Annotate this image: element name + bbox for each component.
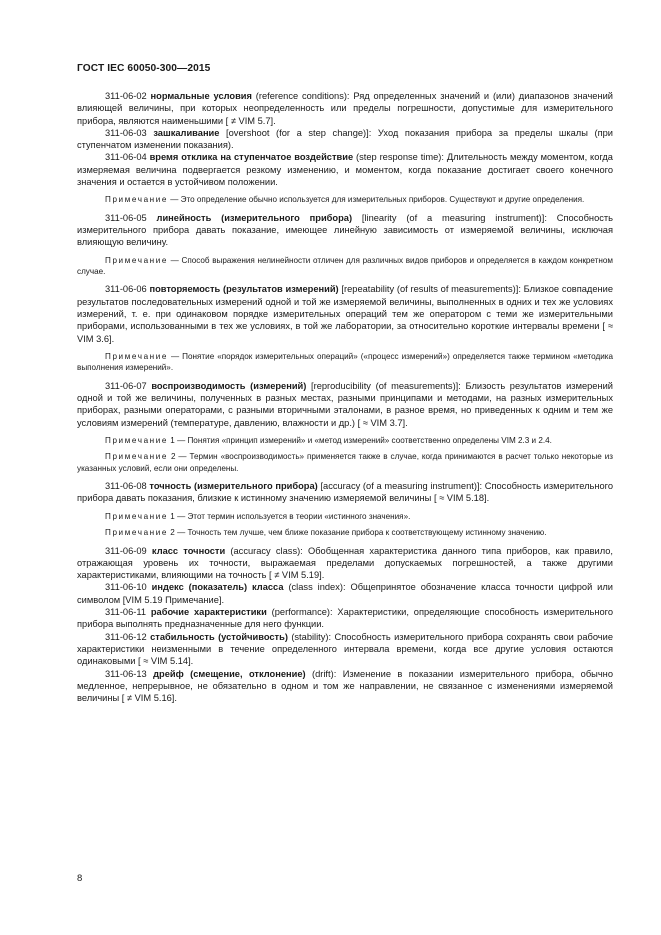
entry-term: класс точности	[151, 545, 226, 556]
page-number: 8	[77, 873, 83, 884]
entry-term: индекс (показатель) класса	[151, 582, 284, 593]
entry-number: 311-06-10	[105, 582, 147, 593]
document-header: ГОСТ IEC 60050-300—2015	[77, 63, 211, 74]
term-entry-311-06-04	[77, 151, 613, 188]
entry-number: 311-06-13	[105, 668, 147, 679]
entry-definition: [reproducibility (of measurements)]: Близость результатов измерений одной и той же величины, полученных в разных местах, разными принципами и методами, на разных измерительных приборах, разными операторами, с разными вторичными эталонами, в разное время, но приведенных к одним и тем же условиям измерений (температуре, давлению, влажности и др.) [ ≈ VIM 3.7].	[77, 380, 613, 428]
note-number: 1	[170, 511, 175, 521]
note-text: — Понятие «порядок измерительных операций» («процесс измерений») определяется также термином «методика выполнения измерений».	[77, 351, 613, 373]
note-label: Примечание	[105, 511, 169, 521]
note-label: Примечание	[105, 452, 169, 462]
term-entry-311-06-03	[77, 127, 613, 152]
entry-term: дрейф (смещение, отклонение)	[153, 668, 306, 679]
term-entry-311-06-06	[77, 283, 613, 344]
term-entry-311-06-10	[77, 581, 613, 606]
document-body	[77, 90, 613, 704]
term-entry-311-06-08	[77, 480, 613, 505]
entry-number: 311-06-08	[105, 481, 147, 492]
note-label: Примечание	[105, 435, 169, 445]
entry-term: воспроизводимость (измерений)	[151, 380, 307, 391]
entry-term: время отклика на ступенчатое воздействие	[149, 152, 354, 163]
entry-number: 311-06-12	[105, 631, 147, 642]
note	[77, 194, 613, 205]
note	[77, 351, 613, 374]
entry-definition: (class index): Общепринятое обозначение класса точности цифрой или символом [VIM 5.19 Примечание].	[77, 582, 613, 605]
note-label: Примечание	[105, 255, 169, 265]
term-entry-311-06-07	[77, 380, 613, 429]
entry-definition: (performance): Характеристики, определяющие способность измерительного прибора выполнять предназначенные для него функции.	[77, 607, 613, 630]
entry-number: 311-06-11	[105, 607, 147, 618]
entry-definition: (accuracy class): Обобщенная характеристика данного типа приборов, как правило, отражающая уровень их точности, выражаемая пределами допускаемых погрешностей, а также другими характеристиками, влияющими на точность [ ≠ VIM 5.19].	[77, 545, 613, 581]
note-text: — Понятия «принцип измерений» и «метод измерений» соответственно определены VIM 2.3 и 2.4.	[174, 435, 552, 445]
note-2	[77, 451, 613, 474]
note-1	[77, 511, 613, 522]
note-1	[77, 435, 613, 446]
term-entry-311-06-13	[77, 668, 613, 705]
entry-number: 311-06-04	[105, 152, 147, 163]
entry-definition: (step response time): Длительность между моментом, когда измеряемая величина подвергается резкому изменению, и моментом, когда показание достигает своего конечного значения и остается в устойчивом положении.	[77, 152, 613, 188]
note-text: — Это определение обычно используется для измерительных приборов. Существуют и другие определения.	[168, 195, 585, 205]
entry-term: рабочие характеристики	[150, 607, 267, 618]
note-label: Примечание	[105, 528, 169, 538]
entry-number: 311-06-06	[105, 284, 147, 295]
entry-term: зашкаливание	[153, 127, 220, 138]
term-entry-311-06-05	[77, 212, 613, 249]
note-2	[77, 527, 613, 538]
entry-term: точность (измерительного прибора)	[149, 481, 318, 492]
entry-definition: [linearity (of a measuring instrument)]: Способность измерительного прибора давать показание, имеющее линейную зависимость от измеряемой величины, исключая влияющую величину.	[77, 212, 613, 248]
note-label: Примечание	[105, 351, 169, 361]
entry-term: повторяемость (результатов измерений)	[149, 284, 339, 295]
note	[77, 255, 613, 278]
term-entry-311-06-02	[77, 90, 613, 127]
entry-number: 311-06-03	[105, 127, 147, 138]
note-label: Примечание	[105, 195, 169, 205]
entry-definition: (stability): Способность измерительного прибора сохранять свои рабочие характеристики неизменными в течение определенного интервала времени, когда все другие условия остаются одинаковыми [ ≈ VIM 5.14].	[77, 631, 614, 667]
note-number: 2	[170, 452, 176, 462]
term-entry-311-06-11	[77, 606, 613, 631]
entry-number: 311-06-07	[105, 380, 147, 391]
term-entry-311-06-12	[77, 631, 613, 668]
entry-definition: [overshoot (for a step change)]: Уход показания прибора за пределы шкалы (при ступенчатом изменении показания).	[77, 127, 613, 151]
entry-number: 311-06-05	[105, 212, 147, 223]
entry-term: стабильность (устойчивость)	[150, 631, 288, 642]
entry-definition: [repeatability (of results of measurements)]: Близкое совпадение результатов последовательных измерений одной и той же измеряемой величины, выполненных в одних и тех же условиях измерений, т. е. при одинаковом порядке измерительных операций тем же оператором с теми же измерительными приборами, использованными в тех же условиях, в той же лаборатории, за относительно короткие интервалы времени [ ≈ VIM 3.6].	[77, 284, 613, 344]
entry-number: 311-06-09	[105, 545, 147, 556]
entry-definition: [accuracy (of a measuring instrument)]: Способность измерительного прибора давать показания, близкие к истинному значению измеряемой величины [ ≈ VIM 5.18].	[77, 481, 614, 504]
entry-number: 311-06-02	[105, 91, 147, 101]
entry-term: нормальные условия	[150, 91, 252, 101]
term-entry-311-06-09	[77, 545, 613, 582]
note-number: 2	[170, 528, 175, 538]
note-number: 1	[170, 435, 175, 445]
note-text: — Этот термин используется в теории «истинного значения».	[174, 511, 411, 521]
note-text: — Способ выражения нелинейности отличен для различных видов приборов и определяется в каждом конкретном случае.	[77, 255, 613, 277]
note-text: — Точность тем лучше, чем ближе показание прибора к соответствующему истинному значению.	[174, 528, 547, 538]
entry-definition: (reference conditions): Ряд определенных значений и (или) диапазонов значений влияющей величины, при которых неопределенность или пределы погрешности, допустимые для измерительного прибора, являются наименьшими [ ≠ VIM 5.7].	[77, 91, 613, 126]
entry-term: линейность (измерительного прибора)	[156, 212, 353, 223]
note-text: — Термин «воспроизводимость» применяется также в случае, когда принимаются в расчет только некоторые из указанных условий, если они определены.	[77, 452, 613, 473]
entry-definition: (drift): Изменение в показании измерительного прибора, обычно медленное, непрерывное, не обязательно в одном и том же направлении, не связанное с изменениями измеряемой величины [ ≠ VIM 5.16].	[77, 668, 613, 704]
